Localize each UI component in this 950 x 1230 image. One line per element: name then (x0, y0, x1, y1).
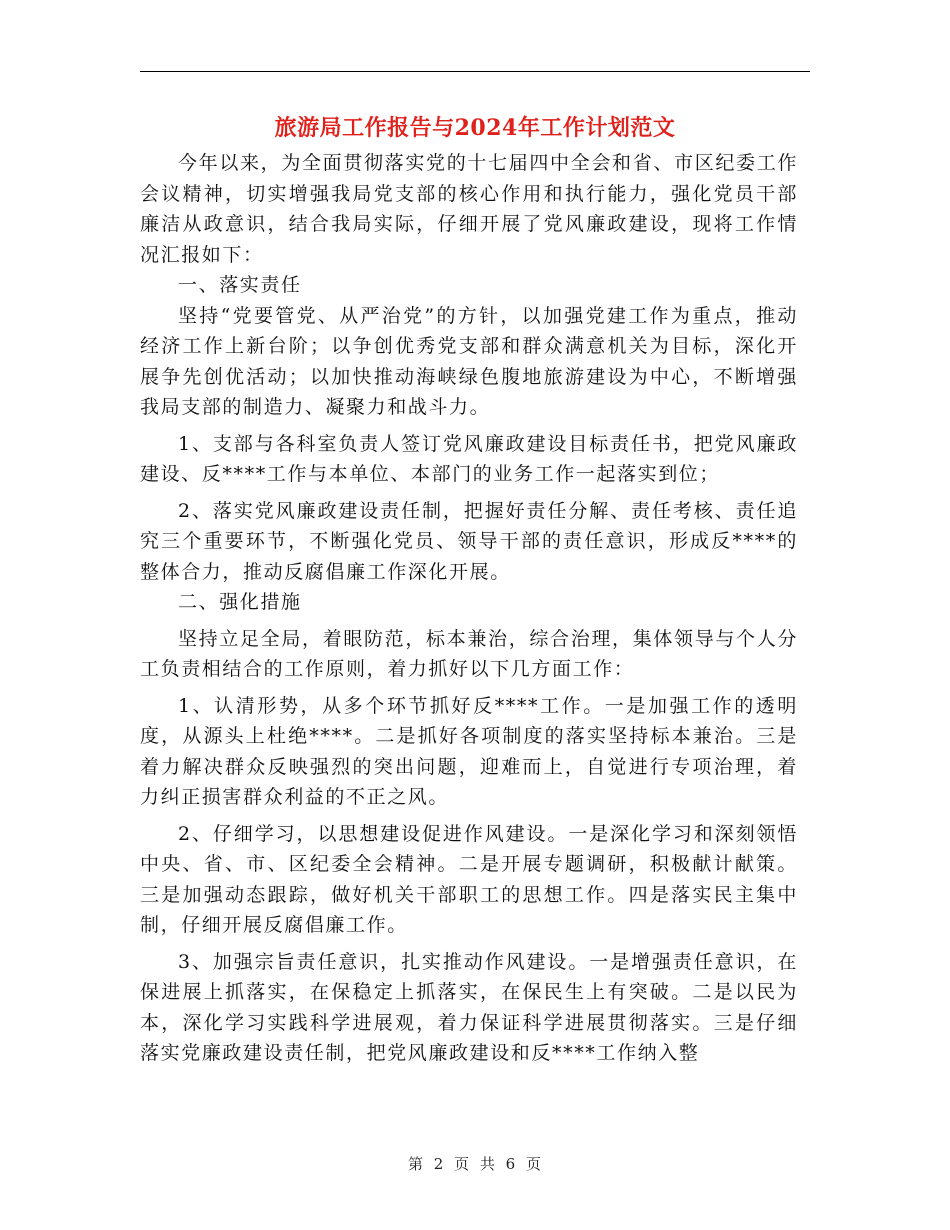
section-heading-2: 二、强化措施 (178, 591, 302, 613)
intro-paragraph: 今年以来，为全面贯彻落实党的十七届四中全会和省、市区纪委工作会议精神，切实增强我局党支部的核心作用和执行能力，强化党员干部廉洁从政意识，结合我局实际，仔细开展了党风廉政建设，现将工作情况汇报如下： (140, 152, 798, 266)
section-1-paragraph: 坚持“党要管党、从严治党”的方针，以加强党建工作为重点，推动经济工作上新台阶；以争创优秀党支部和群众满意机关为目标，深化开展争先创优活动；以加快推动海峡绿色腹地旅游建设为中心，不断增强我局支部的制造力、凝聚力和战斗力。 (140, 304, 798, 418)
section-2-item-3: 3、加强宗旨责任意识，扎实推动作风建设。一是增强责任意识，在保进展上抓落实，在保稳定上抓落实，在保民生上有突破。二是以民为本，深化学习实践科学进展观，着力保证科学进展贯彻落实。三是仔细落实党廉政建设责任制，把党风廉政建设和反****工作纳入整 (140, 950, 798, 1064)
header-rule (140, 71, 810, 72)
page-number: 第 2 页 共 6 页 (408, 1155, 542, 1173)
section-2-paragraph: 坚持立足全局，着眼防范，标本兼治，综合治理，集体领导与个人分工负责相结合的工作原则，着力抓好以下几方面工作： (140, 627, 798, 680)
section-2-item-2: 2、仔细学习，以思想建设促进作风建设。一是深化学习和深刻领悟中央、省、市、区纪委全会精神。二是开展专题调研，积极献计献策。三是加强动态跟踪，做好机关干部职工的思想工作。四是落实民主集中制，仔细开展反腐倡廉工作。 (140, 822, 798, 936)
section-heading-1: 一、落实责任 (178, 274, 302, 296)
section-1-item-2: 2、落实党风廉政建设责任制，把握好责任分解、责任考核、责任追究三个重要环节，不断强化党员、领导干部的责任意识，形成反****的整体合力，推动反腐倡廉工作深化开展。 (140, 499, 798, 583)
document-title: 旅游局工作报告与2024年工作计划范文 (274, 115, 676, 141)
section-2-item-1: 1、认清形势，从多个环节抓好反****工作。一是加强工作的透明度，从源头上杜绝****。二是抓好各项制度的落实坚持标本兼治。三是着力解决群众反映强烈的突出问题，迎难而上，自觉进行专项治理，着力纠正损害群众利益的不正之风。 (140, 694, 798, 808)
document-body (140, 148, 798, 1069)
section-1-item-1: 1、支部与各科室负责人签订党风廉政建设目标责任书，把党风廉政建设、反****工作与本单位、本部门的业务工作一起落实到位； (140, 432, 798, 485)
